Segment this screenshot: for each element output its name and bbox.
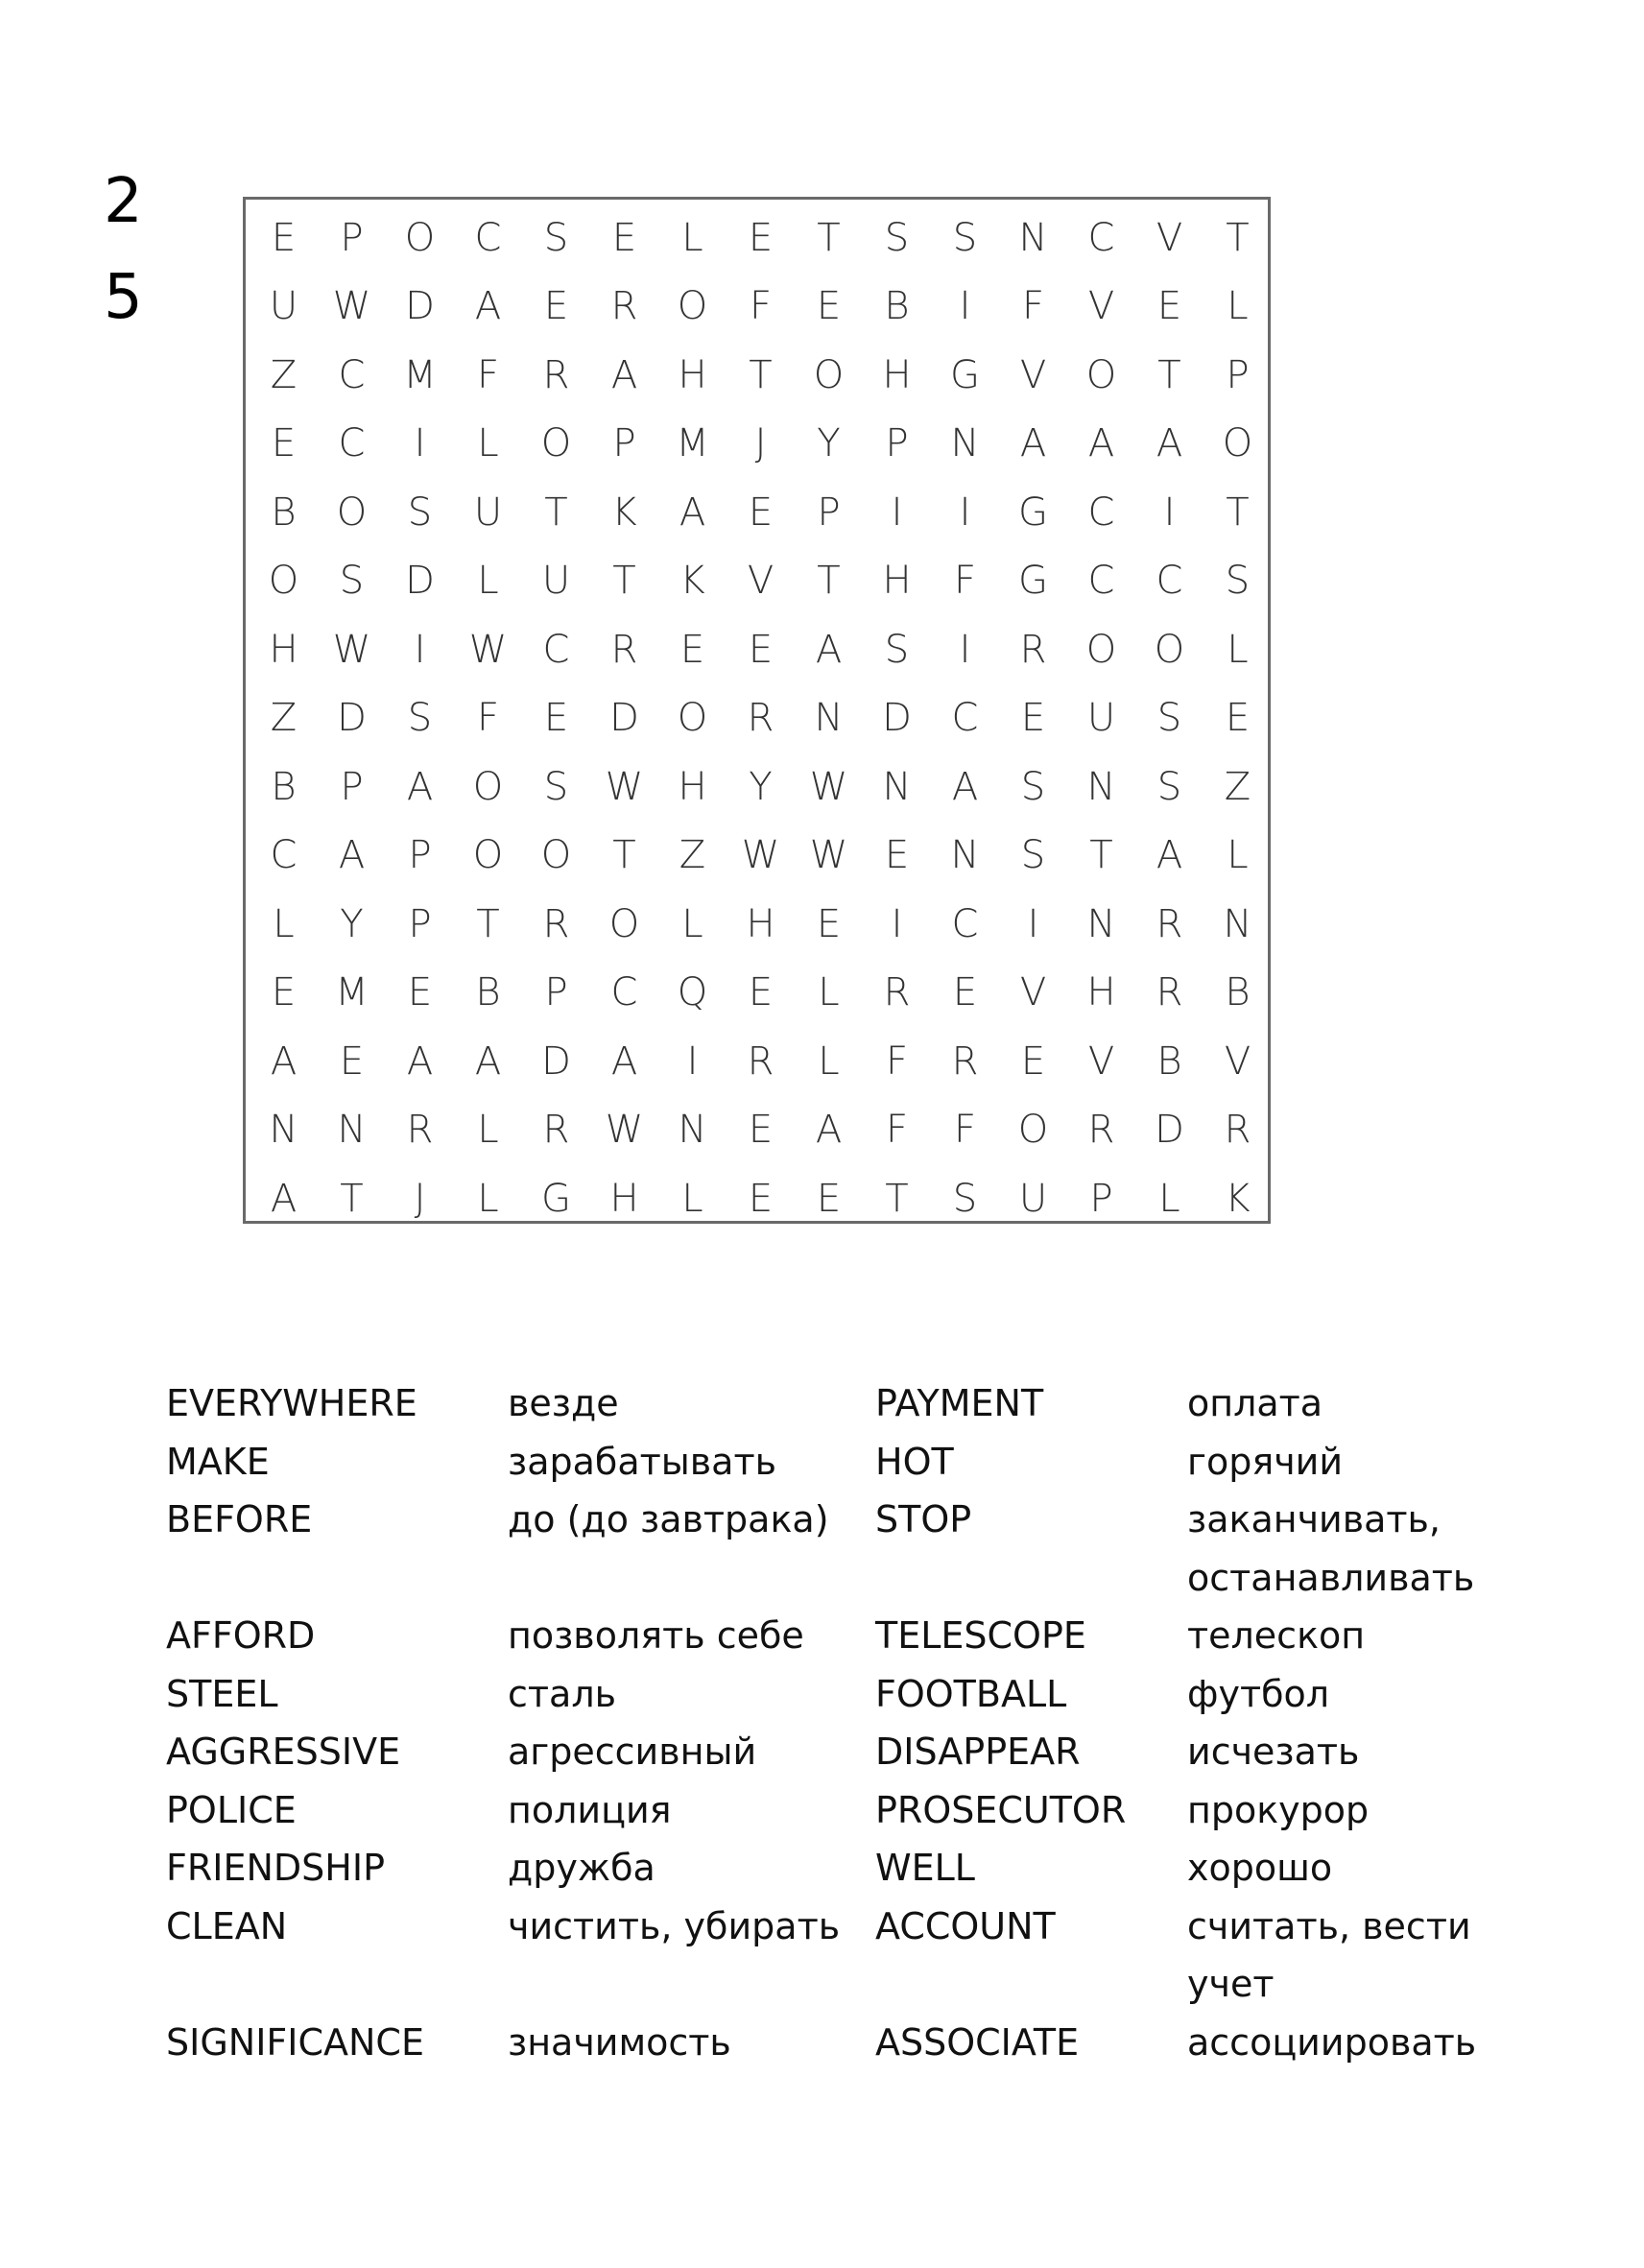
grid-letter: C <box>542 627 570 672</box>
grid-letter: S <box>1225 559 1251 604</box>
vocabulary-row <box>166 1374 1510 1433</box>
english-word: PROSECUTOR <box>875 1788 1127 1831</box>
grid-letter: M <box>335 970 369 1015</box>
grid-letter: H <box>882 559 912 604</box>
grid-letter: S <box>407 489 433 535</box>
vocabulary-row <box>166 1433 1510 1492</box>
grid-letter: L <box>477 421 499 466</box>
grid-letter: V <box>1087 1039 1115 1084</box>
grid-letter: S <box>1020 764 1046 809</box>
grid-letter: D <box>609 696 639 741</box>
grid-letter: C <box>338 421 366 466</box>
vocabulary-row <box>166 2014 1510 2072</box>
grid-letter: R <box>1087 1108 1115 1153</box>
grid-letter: E <box>1020 696 1046 741</box>
grid-letter: H <box>678 352 707 397</box>
english-word: CLEAN <box>166 1904 288 1947</box>
vocabulary-row <box>166 1898 1510 1956</box>
grid-letter: Q <box>677 970 708 1015</box>
grid-letter: O <box>1085 627 1117 672</box>
grid-letter: I <box>891 901 903 946</box>
grid-letter: F <box>953 559 976 604</box>
russian-translation: хорошо <box>1187 1847 1333 1889</box>
grid-letter: Z <box>270 352 298 397</box>
russian-translation: ассоциировать <box>1187 2020 1477 2064</box>
grid-letter: I <box>414 627 426 672</box>
grid-letter: O <box>336 489 368 535</box>
grid-letter: W <box>332 284 371 329</box>
grid-letter: B <box>1225 970 1251 1015</box>
grid-letter: E <box>1225 696 1251 741</box>
grid-letter: R <box>1224 1108 1251 1153</box>
grid-letter: E <box>1156 284 1182 329</box>
grid-letter: V <box>747 559 774 604</box>
grid-letter: A <box>406 1039 434 1084</box>
grid-letter: L <box>681 1176 703 1221</box>
grid-letter: S <box>1156 696 1182 741</box>
grid-letter: A <box>815 1108 843 1153</box>
grid-letter: P <box>612 421 636 466</box>
grid-letter: T <box>612 559 636 604</box>
grid-letter: E <box>1020 1039 1046 1084</box>
grid-letter: L <box>681 215 703 260</box>
russian-translation: заканчивать, <box>1187 1498 1441 1540</box>
grid-letter: E <box>748 1108 774 1153</box>
grid-letter: E <box>679 627 705 672</box>
grid-letter: A <box>1019 421 1047 466</box>
grid-letter: N <box>950 421 980 466</box>
grid-letter: R <box>542 901 570 946</box>
page-number <box>104 154 161 346</box>
grid-letter: G <box>950 352 980 397</box>
grid-letter: P <box>408 833 432 878</box>
grid-letter: J <box>754 421 767 466</box>
grid-letter: E <box>748 489 774 535</box>
grid-letter: N <box>337 1108 367 1153</box>
grid-letter: A <box>951 764 979 809</box>
grid-letter: M <box>403 352 437 397</box>
grid-letter: S <box>543 764 569 809</box>
russian-translation: значимость <box>508 2020 731 2064</box>
grid-letter: O <box>472 764 504 809</box>
grid-letter: G <box>1018 489 1048 535</box>
grid-letter: A <box>338 833 366 878</box>
russian-translation: оплата <box>1187 1382 1323 1424</box>
grid-letter: U <box>541 559 571 604</box>
grid-letter: K <box>679 559 705 604</box>
grid-letter: S <box>952 1176 978 1221</box>
grid-letter: S <box>952 215 978 260</box>
grid-letter: D <box>882 696 912 741</box>
grid-letter: N <box>1223 901 1252 946</box>
grid-letter: R <box>747 1039 774 1084</box>
grid-letter: C <box>951 696 979 741</box>
grid-letter: F <box>885 1039 908 1084</box>
grid-letter: P <box>1226 352 1250 397</box>
grid-letter: R <box>1019 627 1047 672</box>
grid-letter: S <box>543 215 569 260</box>
grid-letter: E <box>748 970 774 1015</box>
russian-translation: останавливать <box>1187 1556 1475 1599</box>
grid-letter: H <box>609 1176 639 1221</box>
vocabulary-row <box>166 1665 1510 1724</box>
grid-letter: Y <box>749 764 773 809</box>
grid-letter: T <box>612 833 636 878</box>
grid-letter: H <box>1086 970 1116 1015</box>
grid-letter: L <box>1158 1176 1180 1221</box>
grid-letter: S <box>1156 764 1182 809</box>
grid-letter: T <box>1226 489 1250 535</box>
grid-letter: T <box>340 1176 364 1221</box>
grid-letter: O <box>608 901 640 946</box>
grid-letter: E <box>748 627 774 672</box>
grid-letter: B <box>475 970 501 1015</box>
grid-letter: F <box>1021 284 1044 329</box>
russian-translation: телескоп <box>1187 1614 1366 1657</box>
grid-letter: V <box>1156 215 1183 260</box>
grid-letter: S <box>884 215 910 260</box>
vocabulary-row <box>166 1781 1510 1840</box>
grid-letter: T <box>749 352 773 397</box>
grid-letter: D <box>337 696 367 741</box>
english-word: AGGRESSIVE <box>166 1731 401 1773</box>
grid-letter: O <box>1085 352 1117 397</box>
grid-letter: L <box>681 901 703 946</box>
grid-letter: C <box>1087 215 1115 260</box>
grid-letter: K <box>611 489 637 535</box>
grid-letter: N <box>678 1108 707 1153</box>
grid-letter: E <box>271 215 297 260</box>
english-word: ASSOCIATE <box>875 2020 1080 2064</box>
grid-letter: O <box>404 215 436 260</box>
grid-letter: A <box>1156 833 1183 878</box>
grid-letter: E <box>816 1176 842 1221</box>
grid-letter: F <box>476 352 499 397</box>
grid-letter: P <box>408 901 432 946</box>
grid-letter: R <box>1156 901 1183 946</box>
grid-letter: T <box>1226 215 1250 260</box>
grid-letter: E <box>884 833 910 878</box>
russian-translation: агрессивный <box>508 1731 757 1773</box>
russian-translation: до (до завтрака) <box>508 1498 829 1540</box>
grid-letter: Z <box>1224 764 1251 809</box>
grid-letter: P <box>1089 1176 1113 1221</box>
grid-letter: R <box>1156 970 1183 1015</box>
english-word: BEFORE <box>166 1498 313 1540</box>
grid-letter: O <box>1222 421 1253 466</box>
grid-letter: C <box>270 833 298 878</box>
grid-letter: N <box>814 696 844 741</box>
english-word: STEEL <box>166 1672 278 1715</box>
grid-letter: L <box>1227 284 1249 329</box>
grid-letter: W <box>332 627 371 672</box>
grid-letter: E <box>271 970 297 1015</box>
russian-translation: сталь <box>508 1672 616 1715</box>
grid-letter: N <box>950 833 980 878</box>
grid-letter: L <box>1227 833 1249 878</box>
grid-letter: P <box>340 764 364 809</box>
grid-letter: E <box>816 901 842 946</box>
grid-letter: N <box>882 764 912 809</box>
grid-letter: E <box>611 215 637 260</box>
vocabulary-row <box>166 1549 1510 1608</box>
grid-letter: R <box>747 696 774 741</box>
grid-letter: O <box>472 833 504 878</box>
grid-letter: L <box>818 970 840 1015</box>
grid-letter: N <box>1086 764 1116 809</box>
grid-letter: B <box>1156 1039 1182 1084</box>
grid-letter: P <box>817 489 841 535</box>
grid-letter: I <box>686 1039 699 1084</box>
grid-letter: S <box>407 696 433 741</box>
russian-translation: везде <box>508 1382 619 1424</box>
grid-letter: E <box>339 1039 365 1084</box>
grid-letter: N <box>1018 215 1048 260</box>
grid-letter: S <box>339 559 365 604</box>
russian-translation: полиция <box>508 1788 672 1831</box>
grid-letter: A <box>1087 421 1115 466</box>
grid-letter: W <box>605 1108 644 1153</box>
grid-letter: Y <box>817 421 841 466</box>
grid-letter: R <box>883 970 911 1015</box>
russian-translation: дружба <box>508 1847 655 1889</box>
grid-letter: V <box>1019 970 1047 1015</box>
grid-letter: D <box>405 559 435 604</box>
grid-letter: A <box>610 1039 638 1084</box>
grid-letter: C <box>474 215 502 260</box>
grid-letter: S <box>1020 833 1046 878</box>
grid-letter: L <box>818 1039 840 1084</box>
grid-letter: Z <box>679 833 706 878</box>
grid-letter: A <box>474 1039 502 1084</box>
grid-letter: N <box>269 1108 298 1153</box>
grid-letter: F <box>476 696 499 741</box>
grid-letter: H <box>882 352 912 397</box>
grid-letter: B <box>271 489 297 535</box>
grid-letter: R <box>610 284 638 329</box>
russian-translation: горячий <box>1187 1440 1344 1483</box>
grid-letter: D <box>405 284 435 329</box>
grid-letter: T <box>817 215 841 260</box>
grid-letter: G <box>541 1176 571 1221</box>
grid-letter: M <box>676 421 709 466</box>
grid-letter: H <box>269 627 298 672</box>
grid-letter: T <box>1157 352 1181 397</box>
word-search-grid <box>250 203 1264 1221</box>
russian-translation: прокурор <box>1187 1788 1370 1831</box>
grid-letter: L <box>1227 627 1249 672</box>
grid-letter: U <box>1018 1176 1048 1221</box>
english-word: POLICE <box>166 1788 297 1831</box>
grid-letter: C <box>951 901 979 946</box>
grid-letter: H <box>746 901 775 946</box>
grid-letter: E <box>271 421 297 466</box>
grid-letter: E <box>407 970 433 1015</box>
grid-letter: O <box>677 696 708 741</box>
grid-letter: V <box>1224 1039 1251 1084</box>
grid-letter: E <box>748 1176 774 1221</box>
grid-letter: K <box>1225 1176 1251 1221</box>
grid-letter: A <box>406 764 434 809</box>
grid-letter: F <box>749 284 772 329</box>
english-word: MAKE <box>166 1440 270 1483</box>
grid-letter: C <box>338 352 366 397</box>
grid-letter: R <box>542 1108 570 1153</box>
grid-letter: P <box>340 215 364 260</box>
grid-letter: E <box>748 215 774 260</box>
grid-letter: W <box>741 833 780 878</box>
grid-letter: O <box>268 559 299 604</box>
grid-letter: W <box>809 764 848 809</box>
grid-letter: T <box>476 901 500 946</box>
grid-letter: I <box>414 421 426 466</box>
grid-letter: V <box>1019 352 1047 397</box>
grid-letter: T <box>544 489 568 535</box>
grid-letter: U <box>269 284 298 329</box>
page-number-digit-1: 2 <box>104 166 143 237</box>
grid-letter: I <box>1163 489 1176 535</box>
grid-letter: O <box>813 352 845 397</box>
grid-letter: E <box>543 284 569 329</box>
grid-letter: D <box>541 1039 571 1084</box>
grid-letter: E <box>543 696 569 741</box>
grid-letter: O <box>1017 1108 1049 1153</box>
grid-letter: U <box>473 489 503 535</box>
grid-letter: T <box>1089 833 1113 878</box>
grid-letter: J <box>414 1176 426 1221</box>
grid-letter: F <box>885 1108 908 1153</box>
english-word: AFFORD <box>166 1614 316 1657</box>
russian-translation: считать, вести <box>1187 1904 1471 1947</box>
grid-letter: A <box>815 627 843 672</box>
grid-letter: A <box>679 489 706 535</box>
grid-letter: Z <box>270 696 298 741</box>
grid-letter: A <box>610 352 638 397</box>
grid-letter: B <box>884 284 910 329</box>
grid-letter: P <box>544 970 568 1015</box>
grid-letter: T <box>817 559 841 604</box>
english-word: FRIENDSHIP <box>166 1847 385 1889</box>
grid-letter: A <box>270 1176 298 1221</box>
grid-letter: O <box>677 284 708 329</box>
english-word: FOOTBALL <box>875 1672 1067 1715</box>
grid-letter: R <box>542 352 570 397</box>
vocabulary-row <box>166 1607 1510 1665</box>
grid-letter: U <box>1086 696 1116 741</box>
grid-letter: L <box>477 1176 499 1221</box>
grid-letter: R <box>406 1108 434 1153</box>
russian-translation: футбол <box>1187 1672 1330 1715</box>
grid-letter: L <box>477 559 499 604</box>
grid-letter: H <box>678 764 707 809</box>
grid-letter: W <box>809 833 848 878</box>
russian-translation: исчезать <box>1187 1731 1360 1773</box>
vocabulary-list <box>166 1374 1510 2071</box>
grid-letter: L <box>273 901 295 946</box>
grid-letter: L <box>477 1108 499 1153</box>
grid-letter: C <box>1087 559 1115 604</box>
english-word: STOP <box>875 1498 972 1540</box>
grid-letter: S <box>884 627 910 672</box>
grid-letter: O <box>540 421 572 466</box>
grid-letter: I <box>959 284 971 329</box>
grid-letter: I <box>959 489 971 535</box>
russian-translation: зарабатывать <box>508 1440 776 1483</box>
grid-letter: D <box>1155 1108 1184 1153</box>
grid-letter: I <box>1027 901 1039 946</box>
english-word: DISAPPEAR <box>875 1731 1081 1773</box>
vocabulary-row <box>166 1491 1510 1549</box>
english-word: TELESCOPE <box>875 1614 1086 1657</box>
english-word: WELL <box>875 1847 975 1889</box>
grid-letter: T <box>885 1176 909 1221</box>
english-word: EVERYWHERE <box>166 1382 417 1424</box>
grid-letter: A <box>474 284 502 329</box>
russian-translation: позволять себе <box>508 1614 804 1657</box>
grid-letter: O <box>540 833 572 878</box>
english-word: ACCOUNT <box>875 1904 1056 1947</box>
grid-letter: E <box>816 284 842 329</box>
grid-letter: G <box>1018 559 1048 604</box>
grid-letter: R <box>610 627 638 672</box>
grid-letter: I <box>959 627 971 672</box>
grid-letter: O <box>1154 627 1185 672</box>
russian-translation: учет <box>1187 1963 1275 2005</box>
grid-letter: F <box>953 1108 976 1153</box>
english-word: SIGNIFICANCE <box>166 2020 424 2064</box>
grid-letter: Y <box>340 901 364 946</box>
grid-letter: W <box>468 627 508 672</box>
page-number-digit-2: 5 <box>104 262 143 333</box>
grid-letter: A <box>270 1039 298 1084</box>
english-word: HOT <box>875 1440 954 1483</box>
grid-letter: I <box>891 489 903 535</box>
grid-letter: E <box>952 970 978 1015</box>
vocabulary-row <box>166 1955 1510 2014</box>
english-word: PAYMENT <box>875 1382 1044 1424</box>
grid-letter: N <box>1086 901 1116 946</box>
russian-translation: чистить, убирать <box>508 1904 841 1947</box>
grid-letter: C <box>1156 559 1183 604</box>
grid-letter: C <box>1087 489 1115 535</box>
vocabulary-row <box>166 1723 1510 1781</box>
vocabulary-row <box>166 1839 1510 1898</box>
grid-letter: B <box>271 764 297 809</box>
grid-letter: P <box>885 421 909 466</box>
grid-letter: C <box>610 970 638 1015</box>
grid-letter: R <box>951 1039 979 1084</box>
grid-letter: A <box>1156 421 1183 466</box>
grid-letter: V <box>1087 284 1115 329</box>
grid-letter: W <box>605 764 644 809</box>
